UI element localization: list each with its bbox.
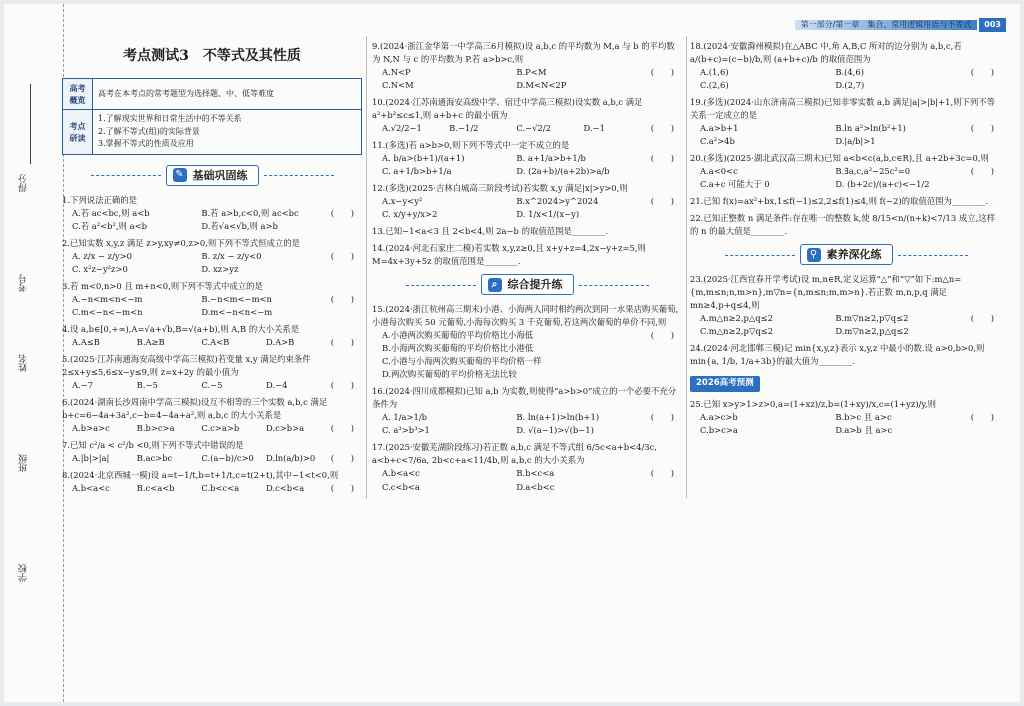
question-q5 xyxy=(62,353,362,392)
option-list xyxy=(62,336,331,349)
option-B: B. ln(a+1)>ln(b+1) xyxy=(516,412,600,423)
page-number: 003 xyxy=(979,18,1006,32)
option-C: C.(a−b)/c>0 xyxy=(201,452,254,463)
question-stem: 12.(多选)(2025·吉林白城高三阶段考试)若实数 x,y 满足|x|>y>0,则 xyxy=(372,183,628,194)
option-C: C.m△n≥2,p▽q≤2 xyxy=(700,326,774,337)
option-C: C.a²>4b xyxy=(700,136,735,147)
page-header xyxy=(795,18,1006,32)
overview-head: 考点研读 xyxy=(63,110,93,154)
option-list xyxy=(62,293,331,319)
section-title: 素养深化练 xyxy=(826,248,882,262)
answer-bracket: ( ) xyxy=(650,330,674,341)
answer-bracket: ( ) xyxy=(650,67,674,78)
option-A: A.−7 xyxy=(72,379,94,390)
prediction-badge: 2026高考预测 xyxy=(690,376,760,391)
question-stem: 13.已知−1<a<3 且 2<b<4,则 2a−b 的取值范围是________. xyxy=(372,226,608,237)
option-B: B.b<c<a xyxy=(516,468,555,479)
option-D: D.若√a<√b,则 a>b xyxy=(201,220,278,231)
option-C: C. x²z−y²z>0 xyxy=(72,263,128,274)
option-B: B.ln a²>ln(b²+1) xyxy=(835,123,906,134)
option-B: B.c<a<b xyxy=(136,483,175,493)
question-q23 xyxy=(690,273,1002,338)
answer-bracket: ( ) xyxy=(970,67,994,78)
option-D: D.−1 xyxy=(583,123,605,134)
section-title: 基础巩固练 xyxy=(192,168,248,182)
question-stem: 6.(2024·湖南长沙周南中学高三模拟)设互不相等的三个实数 a,b,c 满足 b+c=6−4a+3a²,c−b=4−4a+a²,则 a,b,c 的大小关系是 xyxy=(62,396,328,420)
column-middle xyxy=(372,40,682,498)
question-stem: 3.若 m<0,n>0 且 m+n<0,则下列不等式中成立的是 xyxy=(62,280,263,291)
option-A: A.b<a<c xyxy=(382,468,420,479)
option-list xyxy=(62,422,331,435)
overview-text: 1.了解现实世界和日常生活中的不等关系 2.了解不等式(组)的实际背景 3.掌握不等式的性质及应用 xyxy=(93,110,362,154)
question-list xyxy=(372,40,682,268)
option-B: B.A≥B xyxy=(136,336,165,347)
option-B: B.b>c 且 a>c xyxy=(835,411,892,422)
option-A: A.−n<m<n<−m xyxy=(72,293,143,304)
question-stem: 15.(2024·浙江杭州高三期末)小港、小海两人同时相约两次到同一水果店购买葡萄,小港每次购买 50 元葡萄,小海每次购买 3 千克葡萄,若这两次葡萄的单价不同,则 xyxy=(372,304,679,328)
question-stem: 8.(2024·北京西城一模)设 a=t−1/t,b=t+1/t,c=t(2+t),其中−1<t<0,则 xyxy=(62,469,339,480)
question-q18 xyxy=(690,40,1002,92)
question-stem: 1.下列说法正确的是 xyxy=(62,194,137,205)
question-list xyxy=(372,303,682,493)
option-D: D. (2a+b)/(a+2b)>a/b xyxy=(516,166,610,177)
section-title: 综合提升练 xyxy=(507,278,563,292)
overview-table xyxy=(62,78,362,155)
option-D: D.M<N<2P xyxy=(516,80,567,91)
option-list xyxy=(690,165,971,191)
option-D: D.|a/b|>1 xyxy=(835,136,876,147)
answer-bracket: ( ) xyxy=(650,196,674,207)
option-D: D.(2,7) xyxy=(835,80,865,91)
option-list xyxy=(690,411,971,437)
option-C: C.N<M xyxy=(382,80,414,91)
question-q20 xyxy=(690,152,1002,191)
option-D: D.两次购买葡萄的平均价格无法比较 xyxy=(382,369,517,380)
question-stem: 16.(2024·四川成都模拟)已知 a,b 为实数,则使得“a>b>0”成立的一个必要不充分条件为 xyxy=(372,386,677,410)
answer-bracket: ( ) xyxy=(330,250,354,261)
question-stem: 5.(2025·江苏南通海安高级中学高三模拟)若变量 x,y 满足约束条件 2≤x+y≤5,6≤x−y≤9,则 z=x+2y 的最小值为 xyxy=(62,353,311,377)
section-basic xyxy=(62,165,362,186)
option-C: C. a³>b³>1 xyxy=(382,425,430,436)
question-list xyxy=(690,273,1002,368)
option-list xyxy=(372,122,651,135)
question-q25 xyxy=(690,398,1002,437)
option-list xyxy=(372,66,651,92)
question-stem: 14.(2024·河北石家庄二模)若实数 x,y,z≥0,且 x+y+z=4,2x−y+z=5,则 M=4x+3y+5z 的取值范围是________. xyxy=(372,243,646,267)
option-list xyxy=(62,482,331,495)
option-D: D. (b+2c)/(a+c)<−1/2 xyxy=(835,179,930,190)
question-stem: 17.(2025·安徽芜湖阶段练习)若正数 a,b,c 满足不等式组 6/5c<a+b<4/3c, a<b+c<7/6a, 2b<c+a<11/4b,则 a,b,c 的大小关系为 xyxy=(372,442,657,466)
option-D: D.m▽n≥2,p△q≤2 xyxy=(835,326,909,337)
question-q16 xyxy=(372,385,682,437)
question-q12 xyxy=(372,182,682,221)
workbook-page xyxy=(4,4,1020,702)
class-label: 班级 xyxy=(19,454,29,472)
pencil-icon: ✎ xyxy=(173,168,187,182)
question-stem: 23.(2025·江西宜春开学考试)设 m,n∈R,定义运算“△”和“▽”如下:m△n={m,m≤n;n,m>n},m▽n={n,m≤n;m,m>n}.若正数 m,n,p,q 满足 mn≥4,p+q≤4,则 xyxy=(690,274,962,311)
answer-bracket: ( ) xyxy=(330,293,354,304)
option-B: B.∃a,c,a²−25c²=0 xyxy=(835,166,911,177)
binding-margin xyxy=(4,4,64,702)
option-D: D. 1/x<1/(x−y) xyxy=(516,209,580,220)
answer-bracket: ( ) xyxy=(330,483,354,493)
question-q17 xyxy=(372,441,682,493)
question-q2 xyxy=(62,237,362,276)
option-C: C.c<b<a xyxy=(382,481,420,492)
option-C: C.若 a²<b²,则 a<b xyxy=(72,220,147,231)
option-D: D.m<−n<n<−m xyxy=(201,306,273,317)
answer-bracket: ( ) xyxy=(970,166,994,177)
breadcrumb: 第一部分/第一章 集合、常用逻辑用语与不等式 xyxy=(795,20,978,30)
question-q1 xyxy=(62,194,362,233)
question-q9 xyxy=(372,40,682,92)
question-stem: 11.(多选)若 a>b>0,则下列不等式中一定不成立的是 xyxy=(372,140,570,151)
option-list xyxy=(372,411,651,437)
option-C: C. x/y+y/x>2 xyxy=(382,209,438,220)
option-A: A. 1/a>1/b xyxy=(382,412,428,423)
question-list xyxy=(62,194,362,495)
option-list xyxy=(690,312,971,338)
section-comprehensive xyxy=(372,274,682,295)
option-D: D.c>b>a xyxy=(266,422,305,433)
question-list xyxy=(690,40,1002,238)
overview-head: 高考概览 xyxy=(63,78,93,110)
question-stem: 25.已知 x>y>1>z>0,a=(1+xz)/z,b=(1+xy)/x,c=(1+yz)/y,则 xyxy=(690,398,937,409)
question-stem: 19.(多选)(2024·山东济南高三模拟)已知非零实数 a,b 满足|a|>|b|+1,则下列不等关系一定成立的是 xyxy=(690,97,995,121)
question-q10 xyxy=(372,96,682,135)
option-A: A.a<0<c xyxy=(700,166,738,177)
answer-bracket: ( ) xyxy=(330,336,354,347)
option-A: A.N<P xyxy=(382,67,411,78)
question-q3 xyxy=(62,280,362,319)
overview-text: 高考在本考点的常考题型为选择题、中、低等难度 xyxy=(93,78,362,110)
question-q7 xyxy=(62,439,362,465)
search-icon: ⌕ xyxy=(488,278,502,292)
question-q6 xyxy=(62,396,362,435)
option-C: C.−√2/2 xyxy=(516,123,551,134)
option-B: B.x^2024>y^2024 xyxy=(516,196,599,207)
question-q21 xyxy=(690,195,1002,208)
option-B: B.−5 xyxy=(136,379,158,390)
option-C: C. a+1/b>b+1/a xyxy=(382,166,452,177)
answer-bracket: ( ) xyxy=(970,123,994,134)
option-A: A.a>c>b xyxy=(700,411,738,422)
divider-line xyxy=(30,84,31,164)
question-stem: 21.已知 f(x)=ax²+bx,1≤f(−1)≤2,2≤f(1)≤4,则 f(−2)的取值范围为________. xyxy=(690,196,989,207)
question-stem: 18.(2024·安徽滁州模拟)在△ABC 中,角 A,B,C 所对的边分别为 a,b,c,若 a/(b+c)=(c−b)/b,则 (a+b+c)/b 的取值范围为 xyxy=(690,41,962,65)
score-label: 得分 xyxy=(19,174,29,192)
option-list xyxy=(62,452,331,465)
option-list xyxy=(62,207,331,233)
option-list xyxy=(372,195,651,221)
question-q13 xyxy=(372,225,682,238)
answer-bracket: ( ) xyxy=(330,379,354,390)
answer-bracket: ( ) xyxy=(330,207,354,218)
answer-bracket: ( ) xyxy=(970,313,994,324)
option-list xyxy=(62,250,331,276)
answer-bracket: ( ) xyxy=(330,452,354,463)
name-label: 姓名 xyxy=(19,354,29,372)
option-C: C.m<−n<−m<n xyxy=(72,306,143,317)
answer-bracket: ( ) xyxy=(650,468,674,479)
option-A: A. z/x − z/y>0 xyxy=(72,250,132,261)
option-list xyxy=(372,467,651,493)
option-A: A.|b|>|a| xyxy=(72,452,110,463)
question-q22 xyxy=(690,212,1002,238)
option-A: A.小港两次购买葡萄的平均价格比小海低 xyxy=(382,330,534,341)
option-list xyxy=(690,122,971,148)
option-C: C.−5 xyxy=(201,379,223,390)
option-C: C.A<B xyxy=(201,336,230,347)
option-C: C.(2,6) xyxy=(700,80,729,91)
answer-bracket: ( ) xyxy=(650,123,674,134)
option-B: B. z/x − z/y<0 xyxy=(201,250,262,261)
option-D: D.c<b<a xyxy=(266,483,305,493)
option-D: D.−4 xyxy=(266,379,288,390)
option-B: B.P<M xyxy=(516,67,547,78)
option-D: D. xz>yz xyxy=(201,263,239,274)
option-B: B.(4,6) xyxy=(835,67,865,78)
page-title: 考点测试3 不等式及其性质 xyxy=(123,48,301,64)
option-B: B. a+1/a>b+1/b xyxy=(516,153,586,164)
question-stem: 2.已知实数 x,y,z 满足 z>y,xy≠0,z>0,则下列不等式恒成立的是 xyxy=(62,237,301,248)
option-B: B.ac>bc xyxy=(136,452,173,463)
exam-id-label: 考号 xyxy=(19,274,29,292)
option-C: C.b<c<a xyxy=(201,483,240,493)
question-stem: 4.设 a,b∈[0,+∞),A=√a+√b,B=√(a+b),则 A,B 的大小关系是 xyxy=(62,323,300,334)
question-q8 xyxy=(62,469,362,495)
question-stem: 10.(2024·江苏南通海安高级中学、宿迁中学高三模拟)设实数 a,b,c 满足 a²+b²≤c≤1,则 a+b+c 的最小值为 xyxy=(372,97,643,121)
option-A: A.b>a>c xyxy=(72,422,110,433)
section-literacy xyxy=(690,244,1002,265)
option-A: A.m△n≥2,p△q≤2 xyxy=(700,313,774,324)
option-B: B.b>c>a xyxy=(136,422,175,433)
column-right xyxy=(690,40,1002,441)
answer-bracket: ( ) xyxy=(970,411,994,422)
option-list xyxy=(372,152,651,178)
question-stem: 9.(2024·浙江金华第一中学高三6月模拟)设 a,b,c 的平均数为 M,a 与 b 的平均数为 N,N 与 c 的平均数为 P.若 a>b>c,则 xyxy=(372,41,675,65)
option-A: A. b/a>(b+1)/(a+1) xyxy=(382,153,465,164)
answer-bracket: ( ) xyxy=(330,422,354,433)
option-B: B.−n<m<−m<n xyxy=(201,293,272,304)
option-D: D.ln(a/b)>0 xyxy=(266,452,316,463)
option-A: A.(1,6) xyxy=(700,67,729,78)
option-D: D.A>B xyxy=(266,336,295,347)
option-B: B.m▽n≥2,p▽q≤2 xyxy=(835,313,909,324)
option-A: A.√2/2−1 xyxy=(382,123,422,134)
paperclip-icon: ⚲ xyxy=(807,248,821,262)
option-B: B.−1/2 xyxy=(449,123,479,134)
option-A: A.a>b+1 xyxy=(700,123,739,134)
question-stem: 20.(多选)(2025·湖北武汉高三期末)已知 a<b<c(a,b,c∈R),且 a+2b+3c=0,则 xyxy=(690,153,989,164)
school-label: 学校 xyxy=(19,564,29,582)
option-C: C.小港与小海两次购买葡萄的平均价格一样 xyxy=(382,356,542,367)
option-D: D. √(a−1)>√(b−1) xyxy=(516,425,594,436)
option-A: A.A≤B xyxy=(72,336,100,347)
option-A: A.若 ac<bc,则 a<b xyxy=(72,207,150,218)
option-B: B.若 a>b,c<0,则 ac<bc xyxy=(201,207,299,218)
answer-bracket: ( ) xyxy=(650,153,674,164)
option-D: D.a>b 且 a>c xyxy=(835,424,893,435)
option-list xyxy=(62,379,331,392)
question-q4 xyxy=(62,323,362,349)
option-C: C.c>a>b xyxy=(201,422,240,433)
option-C: C.a+c 可能大于 0 xyxy=(700,179,770,190)
option-A: A.b<a<c xyxy=(72,483,110,493)
question-list xyxy=(690,398,1002,437)
question-stem: 24.(2024·河北邯郸三模)记 min{x,y,z}表示 x,y,z 中最小的数.设 a>0,b>0,则 min{a, 1/b, 1/a+3b}的最大值为________. xyxy=(690,343,985,367)
question-q19 xyxy=(690,96,1002,148)
question-q24 xyxy=(690,342,1002,368)
option-A: A.x−y<y² xyxy=(382,196,423,207)
question-q14 xyxy=(372,242,682,268)
option-C: C.b>c>a xyxy=(700,424,738,435)
option-D: D.a<b<c xyxy=(516,481,555,492)
column-left xyxy=(62,40,362,499)
question-q11 xyxy=(372,139,682,178)
question-stem: 7.已知 c²/a < c²/b <0,则下列不等式中错误的是 xyxy=(62,439,244,450)
option-B: B.小海两次购买葡萄的平均价格比小港低 xyxy=(382,343,534,354)
option-list xyxy=(690,66,971,92)
question-q15 xyxy=(372,303,682,381)
answer-bracket: ( ) xyxy=(650,412,674,423)
question-stem: 22.已知正整数 n 满足条件:存在唯一的整数 k,使 8/15<n/(n+k)<7/13 成立,这样的 n 的最大值是________. xyxy=(690,213,996,237)
